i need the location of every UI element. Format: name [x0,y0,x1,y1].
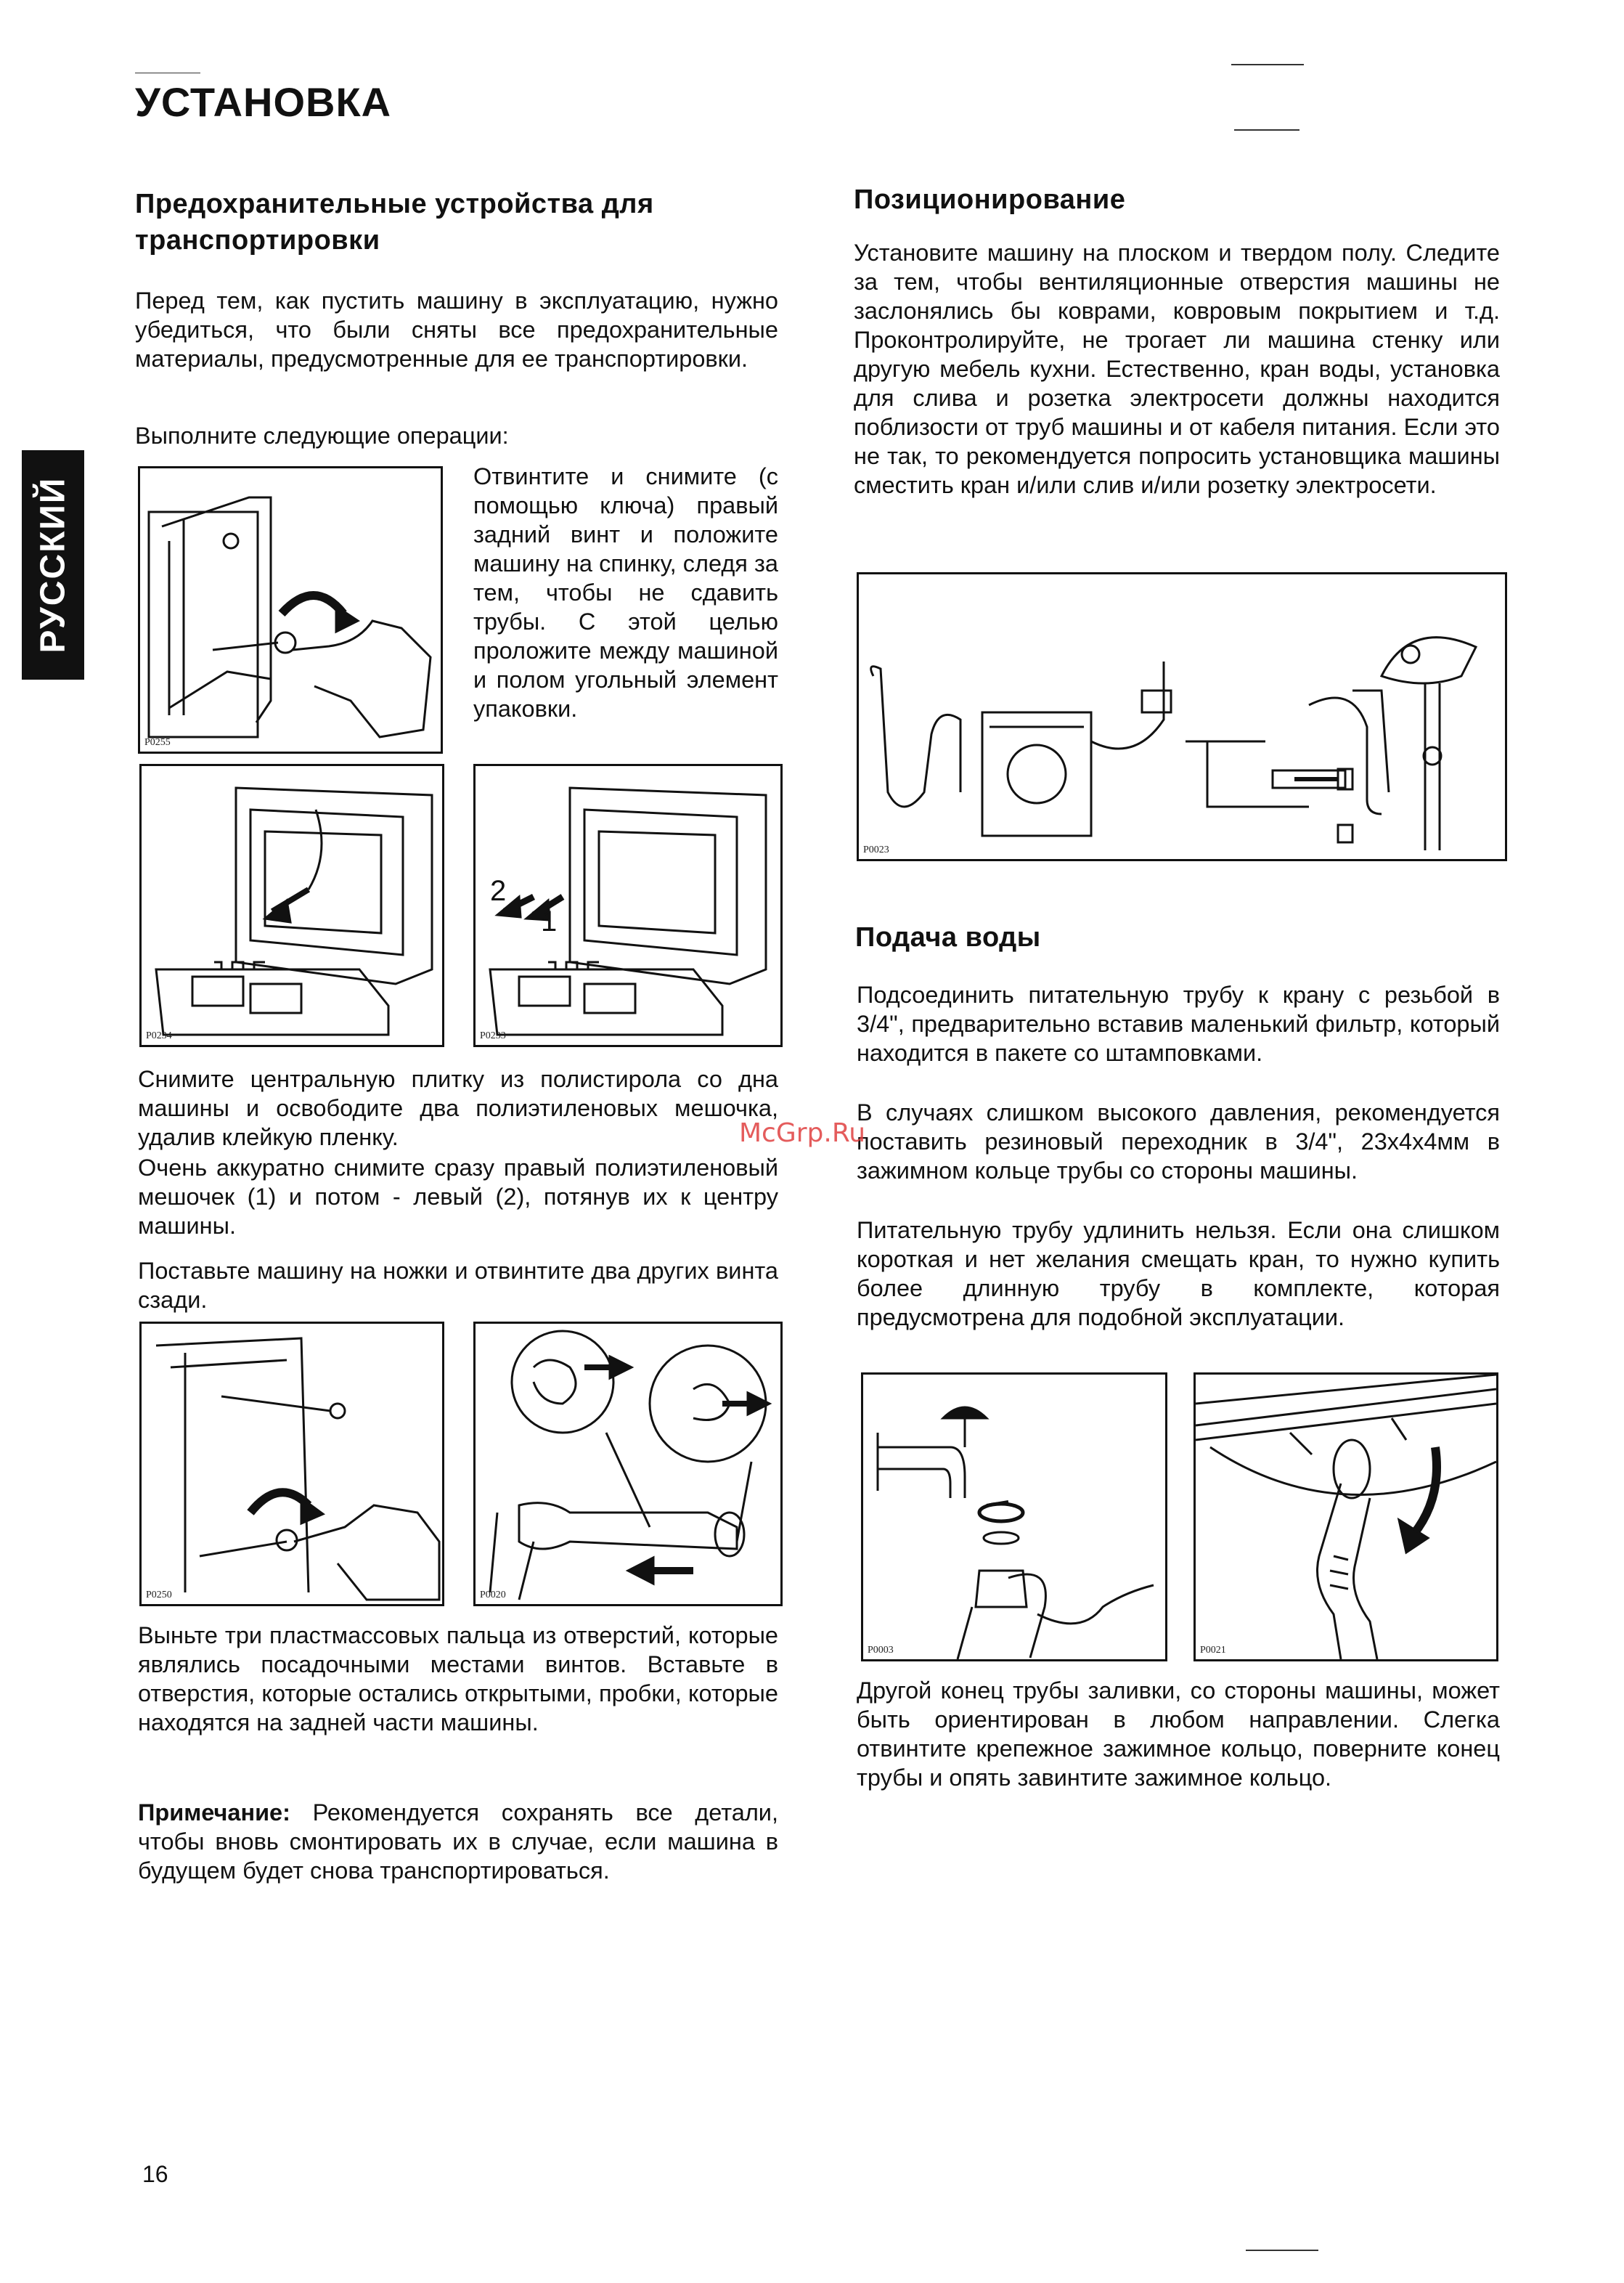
figure-hose-orientation [1193,1372,1498,1661]
figure-code-p0233: P0233 [480,1030,506,1041]
figure-code-p0023: P0023 [863,845,889,855]
polystyrene-base-illustration [142,766,442,1045]
figure-polystyrene-base [139,764,444,1047]
water-supply-p4: Другой конец трубы заливки, со стороны машины, может быть ориентирован в любом направлении. Слегка отвинтите крепежное зажимное кольцо, поверните конец трубы и опять завинтите зажимное кольцо. [857,1677,1500,1791]
figure-code-p0021: P0021 [1200,1645,1226,1656]
step-polystyrene-text: Снимите центральную плитку из полистирола со дна машины и освободите два полиэтиленовых мешочка, удалив клейкую пленку. [138,1066,778,1150]
figure-installation-overview [857,572,1507,861]
language-tab [22,450,84,680]
figure-rear-screws [139,1322,444,1606]
figure-code-p0250: P0250 [146,1590,172,1600]
tap-connection-illustration [863,1375,1165,1659]
figure-code-p0020: P0020 [480,1590,506,1600]
installation-overview-illustration [859,574,1505,859]
plastic-spacers-illustration [476,1324,780,1604]
hose-orientation-illustration [1196,1375,1496,1659]
bag-label-1: 1 [541,906,558,937]
transport-intro: Перед тем, как пустить машину в эксплуатацию, нужно убедиться, что были сняты все предохранительные материалы, предусмотренные для ее транспортировки. [135,288,778,372]
top-rule-right-2 [1234,129,1299,131]
step-bags-text: Очень аккуратно снимите сразу правый полиэтиленовый мешочек (1) и потом - левый (2), потянув их к центру машины. [138,1155,778,1239]
page-title: УСТАНОВКА [135,79,392,125]
note-text: Рекомендуется сохранять все детали, чтобы вновь смонтировать их в случае, если машина в будущем будет снова транспортироваться. [138,1799,778,1884]
note-label: Примечание: [138,1799,290,1826]
watermark: McGrp.Ru [739,1118,866,1148]
operations-label: Выполните следующие операции: [135,423,509,449]
plastic-bags-illustration [476,766,780,1045]
step-unscrew-text: Отвинтите и снимите (с помощью ключа) правый задний винт и положите машину на спинку, следя за тем, чтобы не сдавить трубы. С этой целью проложите между машиной и полом угольный элемент упаковки. [473,463,778,722]
figure-plastic-bags [473,764,783,1047]
bag-label-2: 2 [490,875,507,907]
note-paragraph [138,1798,778,1885]
section-heading-positioning: Позиционирование [854,184,1126,215]
positioning-text: Установите машину на плоском и твердом полу. Следите за тем, чтобы вентиляционные отверстия машины не заслонялись бы коврами, ковровым покрытием и т.д. Проконтролируйте, не трогает ли машина стенку или другую мебель кухни. Естественно, кран воды, установка для слива и розетка электросети должны находится поблизости от труб машины и от кабеля питания. Если это не так, то рекомендуется попросить установщика машины сместить кран и/или слив и/или розетку электросети. [854,240,1500,498]
section-heading-transport: Предохранительные устройства для транспортировки [135,189,654,256]
remove-screw-illustration [140,468,441,752]
rear-screws-illustration [142,1324,442,1604]
section-heading-water-supply: Подача воды [855,922,1041,953]
page-number: 16 [142,2161,168,2187]
figure-code-p0003: P0003 [868,1645,894,1656]
water-supply-p1: Подсоединить питательную трубу к крану с резьбой в 3/4", предварительно вставив маленький фильтр, который находится в пакете со штамповками. [857,982,1500,1066]
language-tab-label: РУССКИЙ [33,476,73,654]
top-rule-right-1 [1231,64,1304,65]
figure-code-p0234: P0234 [146,1030,172,1041]
water-supply-p2: В случаях слишком высокого давления, рекомендуется поставить резиновый переходник в 3/4", 23x4x4мм в зажимном кольце трубы со стороны машины. [857,1099,1500,1184]
step-spacers-text: Выньте три пластмассовых пальца из отверстий, которые являлись посадочными местами винтов. Вставьте в отверстия, которые остались открытыми, пробки, которые находятся на задней части машины. [138,1622,778,1735]
figure-tap-connection [861,1372,1167,1661]
water-supply-p3: Питательную трубу удлинить нельзя. Если она слишком короткая и нет желания смещать кран, то нужно купить более длинную трубу в комплекте, которая предусмотрена для подобной эксплуатации. [857,1217,1500,1330]
figure-remove-screw [138,466,443,754]
figure-plastic-spacers [473,1322,783,1606]
bottom-rule-right [1246,2250,1318,2251]
figure-code-p0255: P0255 [144,737,171,748]
step-feet-text: Поставьте машину на ножки и отвинтите два других винта сзади. [138,1258,778,1313]
